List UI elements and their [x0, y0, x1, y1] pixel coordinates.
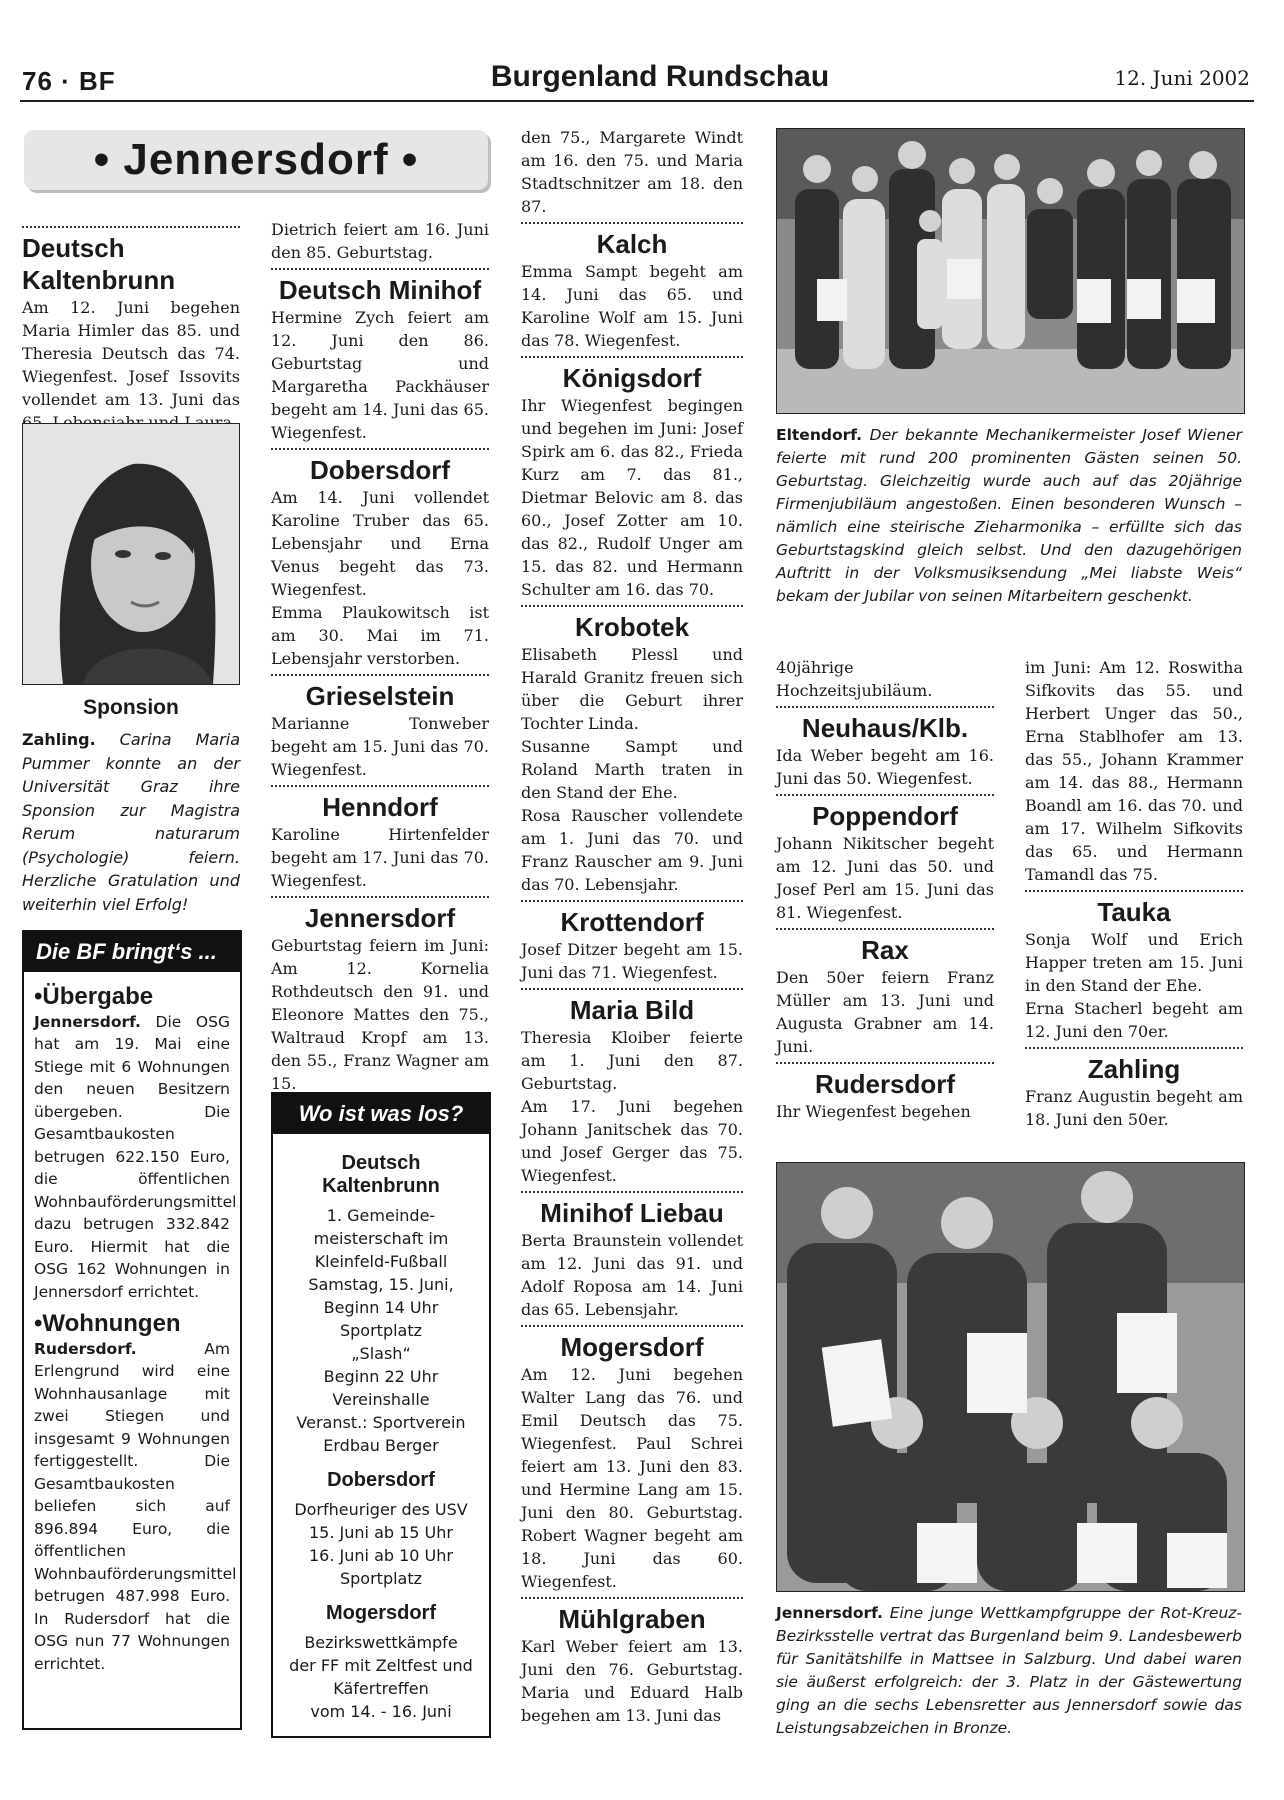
section-banner: • Jennersdorf •: [24, 130, 488, 190]
article-text: Josef Ditzer begeht am 15. Juni das 71. Wiegenfest.: [521, 940, 743, 982]
article-text: Sonja Wolf und Erich Happer treten am 15. Juni in den Stand der Ehe.: [1025, 930, 1243, 995]
column-4: [776, 656, 994, 1123]
group-photo-eltendorf: [776, 128, 1245, 414]
event-line: der FF mit Zeltfest und: [289, 1656, 473, 1675]
event-line: Käfertreffen: [333, 1679, 429, 1698]
bf-subhead-wohnungen: •Wohnungen: [34, 1310, 181, 1337]
event-line: Sportplatz: [339, 1569, 423, 1588]
town-heading: Poppendorf: [812, 801, 958, 831]
event-line: Samstag, 15. Juni,: [308, 1275, 454, 1294]
bf-text-2: Am Erlengrund wird eine Wohnhausanlage mit zwei Stiegen und insgesamt 9 Wohnungen fertiggestellt. Die Gesamtbaukosten beliefen sich auf 896.894 Euro, die öffentlichen Wohnbauförderungsmittel betrugen 487.998 Euro. In Rudersdorf hat die OSG nun 77 Wohnungen errichtet.: [34, 1339, 237, 1673]
event-line: Erdbau Berger: [323, 1436, 439, 1455]
divider: [271, 674, 489, 676]
event-line: 15. Juni ab 15 Uhr: [309, 1523, 453, 1542]
portrait-photo: [22, 423, 240, 685]
event-line: Vereinshalle: [332, 1390, 430, 1409]
event-line: Bezirkswettkämpfe: [304, 1633, 458, 1652]
header-rule: [20, 100, 1254, 102]
event-line: Veranst.: Sportverein: [296, 1413, 466, 1432]
event-town: Deutsch Kaltenbrunn: [322, 1152, 440, 1197]
divider: [776, 706, 994, 708]
sponsion-body: Carina Maria Pummer konnte an der Universität Graz ihre Sponsion zur Magistra Rerum naturarum (Psychologie) feiern. Herzliche Gratulation und weiterhin viel Erfolg!: [22, 730, 240, 914]
group-photo-image: [777, 129, 1244, 413]
article-text: Ihr Wiegenfest begehen: [776, 1102, 971, 1121]
divider: [22, 226, 240, 228]
article-text: den 75., Margarete Windt am 16. den 75. und Maria Stadtschnitzer am 18. den 87.: [521, 128, 743, 216]
town-heading: Neuhaus/Klb.: [801, 713, 969, 743]
events-box: [271, 1092, 491, 1738]
town-heading: Deutsch Minihof: [278, 275, 482, 305]
event-line: „Slash“: [351, 1344, 411, 1363]
bf-place-2: Rudersdorf.: [34, 1339, 137, 1358]
divider: [521, 356, 743, 358]
divider: [776, 1062, 994, 1064]
sponsion-place: Zahling.: [22, 730, 96, 749]
town-heading: Deutsch Kaltenbrunn: [22, 233, 176, 295]
article-text: Theresia Kloiber feierte am 1. Juni den 87. Geburtstag.: [521, 1028, 743, 1093]
events-box-title: Wo ist was los?: [273, 1094, 489, 1134]
town-heading: Tauka: [1097, 897, 1171, 927]
column-2: [271, 218, 489, 1095]
article-text: Karoline Hirtenfelder begeht am 17. Juni das 70. Wiegenfest.: [271, 825, 489, 890]
sponsion-heading: Sponsion: [83, 696, 179, 719]
divider: [521, 1191, 743, 1193]
article-text: Susanne Sampt und Roland Marth traten in den Stand der Ehe.: [521, 737, 743, 802]
bf-paragraph-1: [34, 1011, 237, 1304]
event-line: meisterschaft im: [313, 1229, 449, 1248]
article-text: Ihr Wiegenfest begingen und begehen im Juni: Josef Spirk am 6. das 82., Frieda Kurz am 7. das 81., Dietmar Belovic am 8. das 60., Josef Zotter am 10. das 82., Rudolf Unger am 15. das 82. und Hermann Schulter am 16. das 70.: [521, 396, 743, 599]
article-text: Am 17. Juni begehen Johann Janitschek das 70. und Josef Gerger das 75. Wiegenfest.: [521, 1097, 743, 1185]
red-cross-photo-image: [777, 1163, 1244, 1591]
divider: [521, 988, 743, 990]
bf-box-body: [24, 972, 240, 1683]
event-line: Sportplatz: [339, 1321, 423, 1340]
article-text: im Juni: Am 12. Roswitha Sifkovits das 55. und Herbert Unger das 50., Erna Stablhofer am 13. das 55., Johann Krammer am 14. das 88., Hermann Boandl am 16. das 70. und am 17. Wilhelm Sifkovits das 65. und Hermann Tamandl das 75.: [1025, 658, 1243, 884]
event-line: Kleinfeld-Fußball: [314, 1252, 448, 1271]
town-heading: Mogersdorf: [560, 1332, 704, 1362]
bf-text-1: Die OSG hat am 19. Mai eine Stiege mit 6 Wohnungen den neuen Besitzern übergeben. Die Gesamtbaukosten betrugen 622.150 Euro, die öffentlichen Wohnbauförderungsmittel dazu betrugen 332.842 Euro. Hiermit hat die OSG 162 Wohnungen in Jennersdorf errichtet.: [34, 1012, 237, 1301]
divider: [271, 448, 489, 450]
photo-caption-top: [776, 424, 1242, 608]
town-heading: Krottendorf: [560, 907, 704, 937]
article-text: Emma Plaukowitsch ist am 30. Mai im 71. Lebensjahr verstorben.: [271, 603, 489, 668]
bf-info-box: [22, 930, 242, 1730]
article-text: Am 12. Juni begehen Walter Lang das 76. und Emil Deutsch das 75. Wiegenfest. Paul Schrei feiert am 13. Juni den 83. und Hermine Lang am 15. Juni den 80. Geburtstag. Robert Wagner begeht am 18. Juni das 60. Wiegenfest.: [521, 1365, 743, 1591]
caption-place: Eltendorf.: [776, 426, 863, 444]
divider: [271, 268, 489, 270]
town-heading: Rudersdorf: [814, 1069, 956, 1099]
caption-text: Der bekannte Mechanikermeister Josef Wiener feierte mit rund 200 prominenten Gästen seinen 50. Geburtstag. Gleichzeitig wurde auch auf das 20jährige Firmenjubiläum angestoßen. Einen besonderen Wunsch – nämlich eine steirische Zieharmonika – erfüllte sich das Geburtstagskind gleich selbst. Und den dazugehörigen Auftritt in der Volksmusiksendung „Mei liabste Weis“ bekam der Jubilar von seinen Mitarbeitern geschenkt.: [776, 426, 1242, 605]
column-1: [22, 222, 240, 434]
caption-place: Jennersdorf.: [776, 1604, 883, 1622]
bf-paragraph-2: [34, 1338, 237, 1676]
events-box-body: [273, 1134, 489, 1729]
issue-date: 12. Juni 2002: [1114, 66, 1250, 90]
article-text: Erna Stacherl begeht am 12. Juni den 70er.: [1025, 999, 1243, 1041]
article-text: Franz Augustin begeht am 18. Juni den 50er.: [1025, 1087, 1243, 1129]
article-text: Dietrich feiert am 16. Juni den 85. Geburtstag.: [271, 220, 489, 262]
town-heading: Zahling: [1087, 1054, 1181, 1084]
article-text: Am 14. Juni vollendet Karoline Truber das 65. Lebensjahr und Erna Venus begeht das 73. Wiegenfest.: [271, 488, 489, 599]
divider: [521, 1325, 743, 1327]
divider: [521, 900, 743, 902]
article-text: Geburtstag feiern im Juni: Am 12. Kornelia Rothdeutsch den 91. und Eleonore Mattes den 75., Waltraud Kropf am 13. den 55., Franz Wagner am 15.: [271, 936, 489, 1093]
divider: [521, 222, 743, 224]
event-line: Beginn 22 Uhr: [323, 1367, 439, 1386]
article-text: Emma Sampt begeht am 14. Juni das 65. und Karoline Wolf am 15. Juni das 78. Wiegenfest.: [521, 262, 743, 350]
event-town: Mogersdorf: [326, 1602, 436, 1624]
newspaper-title: Burgenland Rundschau: [490, 60, 830, 93]
group-photo-red-cross: [776, 1162, 1245, 1592]
article-text: Rosa Rauscher vollendete am 1. Juni das 70. und Franz Rauscher am 9. Juni das 70. Lebensjahr.: [521, 806, 743, 894]
article-text: Hermine Zych feiert am 12. Juni den 86. Geburtstag und Margaretha Packhäuser begeht am 14. Juni das 65. Wiegenfest.: [271, 308, 489, 442]
town-heading: Rax: [861, 935, 909, 965]
article-text: 40jährige Hochzeitsjubiläum.: [776, 658, 933, 700]
event-town: Dobersdorf: [327, 1469, 435, 1491]
divider: [521, 1597, 743, 1599]
bf-place-1: Jennersdorf.: [34, 1012, 141, 1031]
divider: [521, 605, 743, 607]
column-3: [521, 126, 743, 1727]
article-text: Ida Weber begeht am 16. Juni das 50. Wiegenfest.: [776, 746, 994, 788]
town-heading: Kalch: [596, 229, 668, 259]
event-line: 1. Gemeinde-: [326, 1206, 436, 1225]
article-text: Den 50er feiern Franz Müller am 13. Juni und Augusta Grabner am 14. Juni.: [776, 968, 994, 1056]
bf-box-title: Die BF bringt‘s ...: [24, 932, 240, 972]
divider: [776, 928, 994, 930]
divider: [271, 896, 489, 898]
event-line: Dorfheuriger des USV: [294, 1500, 468, 1519]
town-heading: Minihof Liebau: [540, 1198, 724, 1228]
sponsion-block: [22, 692, 240, 916]
caption-text: Eine junge Wettkampfgruppe der Rot-Kreuz-Bezirksstelle vertrat das Burgenland beim 9. Landesbewerb für Sanitätshilfe in Mattsee in Salzburg. Und dabei waren sie äußerst erfolgreich: der 3. Platz in der Gästewertung ging an die sechs Lebensretter aus Jennersdorf sowie das Leistungsabzeichen in Bronze.: [776, 1604, 1242, 1737]
event-line: vom 14. - 16. Juni: [310, 1702, 452, 1721]
divider: [271, 785, 489, 787]
town-heading: Dobersdorf: [309, 455, 451, 485]
town-heading: Königsdorf: [562, 363, 702, 393]
event-line: Beginn 14 Uhr: [323, 1298, 439, 1317]
divider: [776, 794, 994, 796]
town-heading: Grieselstein: [305, 681, 455, 711]
divider: [1025, 890, 1243, 892]
page-number: 76 · BF: [22, 66, 116, 96]
article-text: Elisabeth Plessl und Harald Granitz freuen sich über die Geburt ihrer Tochter Linda.: [521, 645, 743, 733]
town-heading: Jennersdorf: [304, 903, 456, 933]
sponsion-text: [22, 728, 240, 916]
column-5: [1025, 656, 1243, 1131]
town-heading: Henndorf: [322, 792, 438, 822]
article-text: Berta Braunstein vollendet am 12. Juni das 91. und Adolf Roposa am 14. Juni das 65. Lebensjahr.: [521, 1231, 743, 1319]
town-heading: Mühlgraben: [558, 1604, 706, 1634]
portrait-image: [23, 424, 239, 684]
town-heading: Krobotek: [574, 612, 690, 642]
article-text: Karl Weber feiert am 13. Juni den 76. Geburtstag. Maria und Eduard Halb begehen am 13. Juni das: [521, 1637, 743, 1725]
photo-caption-bottom: [776, 1602, 1242, 1740]
article-text: Am 12. Juni begehen Maria Himler das 85. und Theresia Deutsch das 74. Wiegenfest. Josef Issovits vollendet am 13. Juni das: [22, 298, 240, 409]
divider: [1025, 1047, 1243, 1049]
article-text: Marianne Tonweber begeht am 15. Juni das 70. Wiegenfest.: [271, 714, 489, 779]
town-heading: Maria Bild: [569, 995, 695, 1025]
bf-subhead-uebergabe: •Übergabe: [34, 983, 154, 1010]
event-line: 16. Juni ab 10 Uhr: [309, 1546, 453, 1565]
article-text: Johann Nikitscher begeht am 12. Juni das 50. und Josef Perl am 15. Juni das 81. Wiegenfest.: [776, 834, 994, 922]
